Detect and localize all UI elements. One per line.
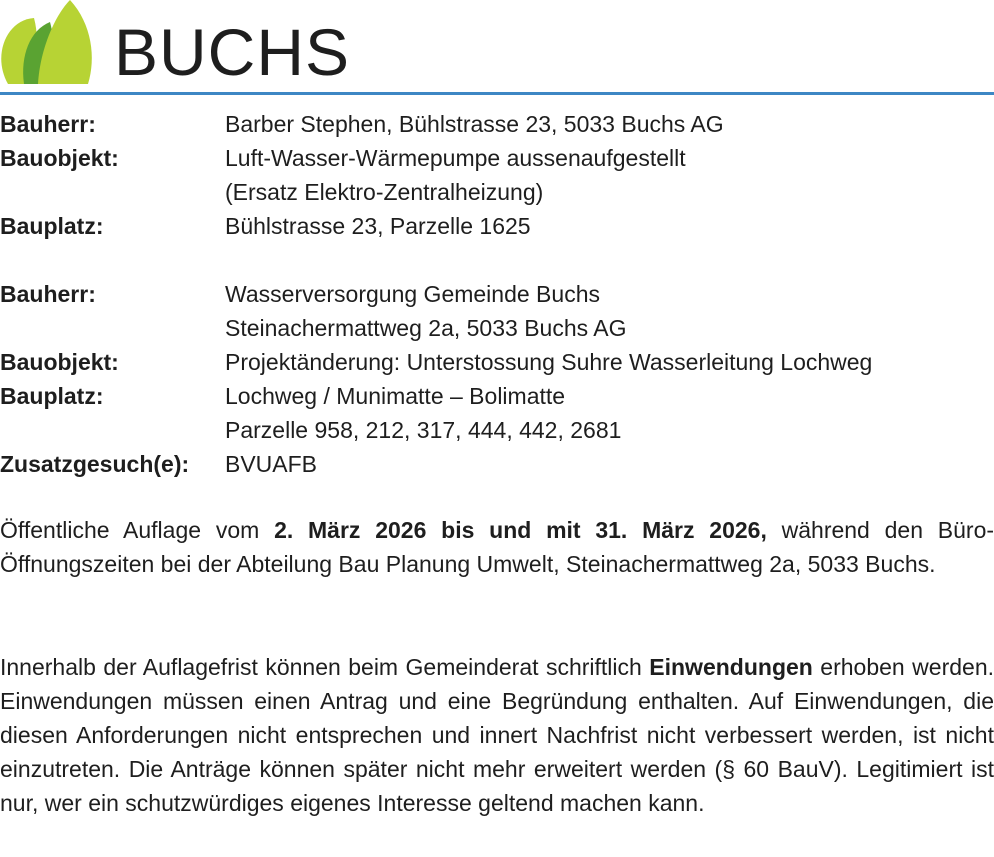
brand-name: BUCHS bbox=[114, 15, 351, 89]
record-row bbox=[0, 447, 994, 481]
record-value: Parzelle 958, 212, 317, 444, 442, 2681 bbox=[225, 417, 622, 443]
record-label: Bauobjekt: bbox=[0, 349, 119, 375]
record-value: Wasserversorgung Gemeinde Buchs bbox=[225, 281, 600, 307]
display-period: 2. März 2026 bis und mit 31. März 2026, bbox=[274, 517, 767, 543]
record-value: Projektänderung: Unterstossung Suhre Wasserleitung Lochweg bbox=[225, 349, 873, 375]
record-row bbox=[0, 175, 994, 209]
record-row bbox=[0, 379, 994, 413]
record-label bbox=[0, 175, 225, 209]
record-row bbox=[0, 277, 994, 311]
record-label: Bauherr: bbox=[0, 281, 96, 307]
paragraph-text: Innerhalb der Auflagefrist können beim Gemeinderat schriftlich bbox=[0, 654, 650, 680]
public-display-paragraph bbox=[0, 513, 994, 581]
record-value: BVUAFB bbox=[225, 451, 318, 477]
record-row bbox=[0, 311, 994, 345]
record-label: Bauplatz: bbox=[0, 383, 104, 409]
record-row bbox=[0, 107, 994, 141]
record-row bbox=[0, 413, 994, 447]
record-label: Bauobjekt: bbox=[0, 145, 119, 171]
header-divider bbox=[0, 92, 994, 95]
record-row bbox=[0, 141, 994, 175]
paragraph-text: erhoben werden. Einwendungen müssen einen Antrag und eine Begründung enthalten. Auf Einwendungen, die diesen Anforderungen nicht entsprechen und innert Nachfrist nicht verbessert werden, ist nicht einzutreten. Die Anträge können später nicht mehr erweitert werden (§ 60 BauV). Legitimiert ist nur, wer ein schutzwürdiges eigenes Interesse geltend machen kann. bbox=[0, 654, 994, 816]
record-spacer bbox=[0, 243, 994, 277]
record-label: Zusatzgesuch(e): bbox=[0, 451, 190, 477]
record-label: Bauplatz: bbox=[0, 213, 104, 239]
record-label: Bauherr: bbox=[0, 111, 96, 137]
record-value: Barber Stephen, Bühlstrasse 23, 5033 Buchs AG bbox=[225, 111, 724, 137]
paragraph-text: Öffentliche Auflage vom bbox=[0, 517, 275, 543]
buchs-leaf-logo-icon bbox=[0, 0, 96, 84]
record-label bbox=[0, 311, 225, 345]
record-row bbox=[0, 345, 994, 379]
building-application-records bbox=[0, 107, 994, 481]
record-value: (Ersatz Elektro-Zentralheizung) bbox=[225, 179, 544, 205]
record-value: Bühlstrasse 23, Parzelle 1625 bbox=[225, 213, 531, 239]
paragraph-text: während den Büro-Öffnungszeiten bei der Abteilung Bau Planung Umwelt, Steinachermattweg 2a, 5033 Buchs. bbox=[0, 517, 994, 577]
record-value: Steinachermattweg 2a, 5033 Buchs AG bbox=[225, 315, 627, 341]
record-label bbox=[0, 413, 225, 447]
objections-term: Einwendungen bbox=[649, 654, 813, 680]
header bbox=[0, 0, 994, 96]
record-value: Lochweg / Munimatte – Bolimatte bbox=[225, 383, 566, 409]
objections-paragraph bbox=[0, 650, 994, 820]
record-row bbox=[0, 209, 994, 243]
record-value: Luft-Wasser-Wärmepumpe aussenaufgestellt bbox=[225, 145, 686, 171]
